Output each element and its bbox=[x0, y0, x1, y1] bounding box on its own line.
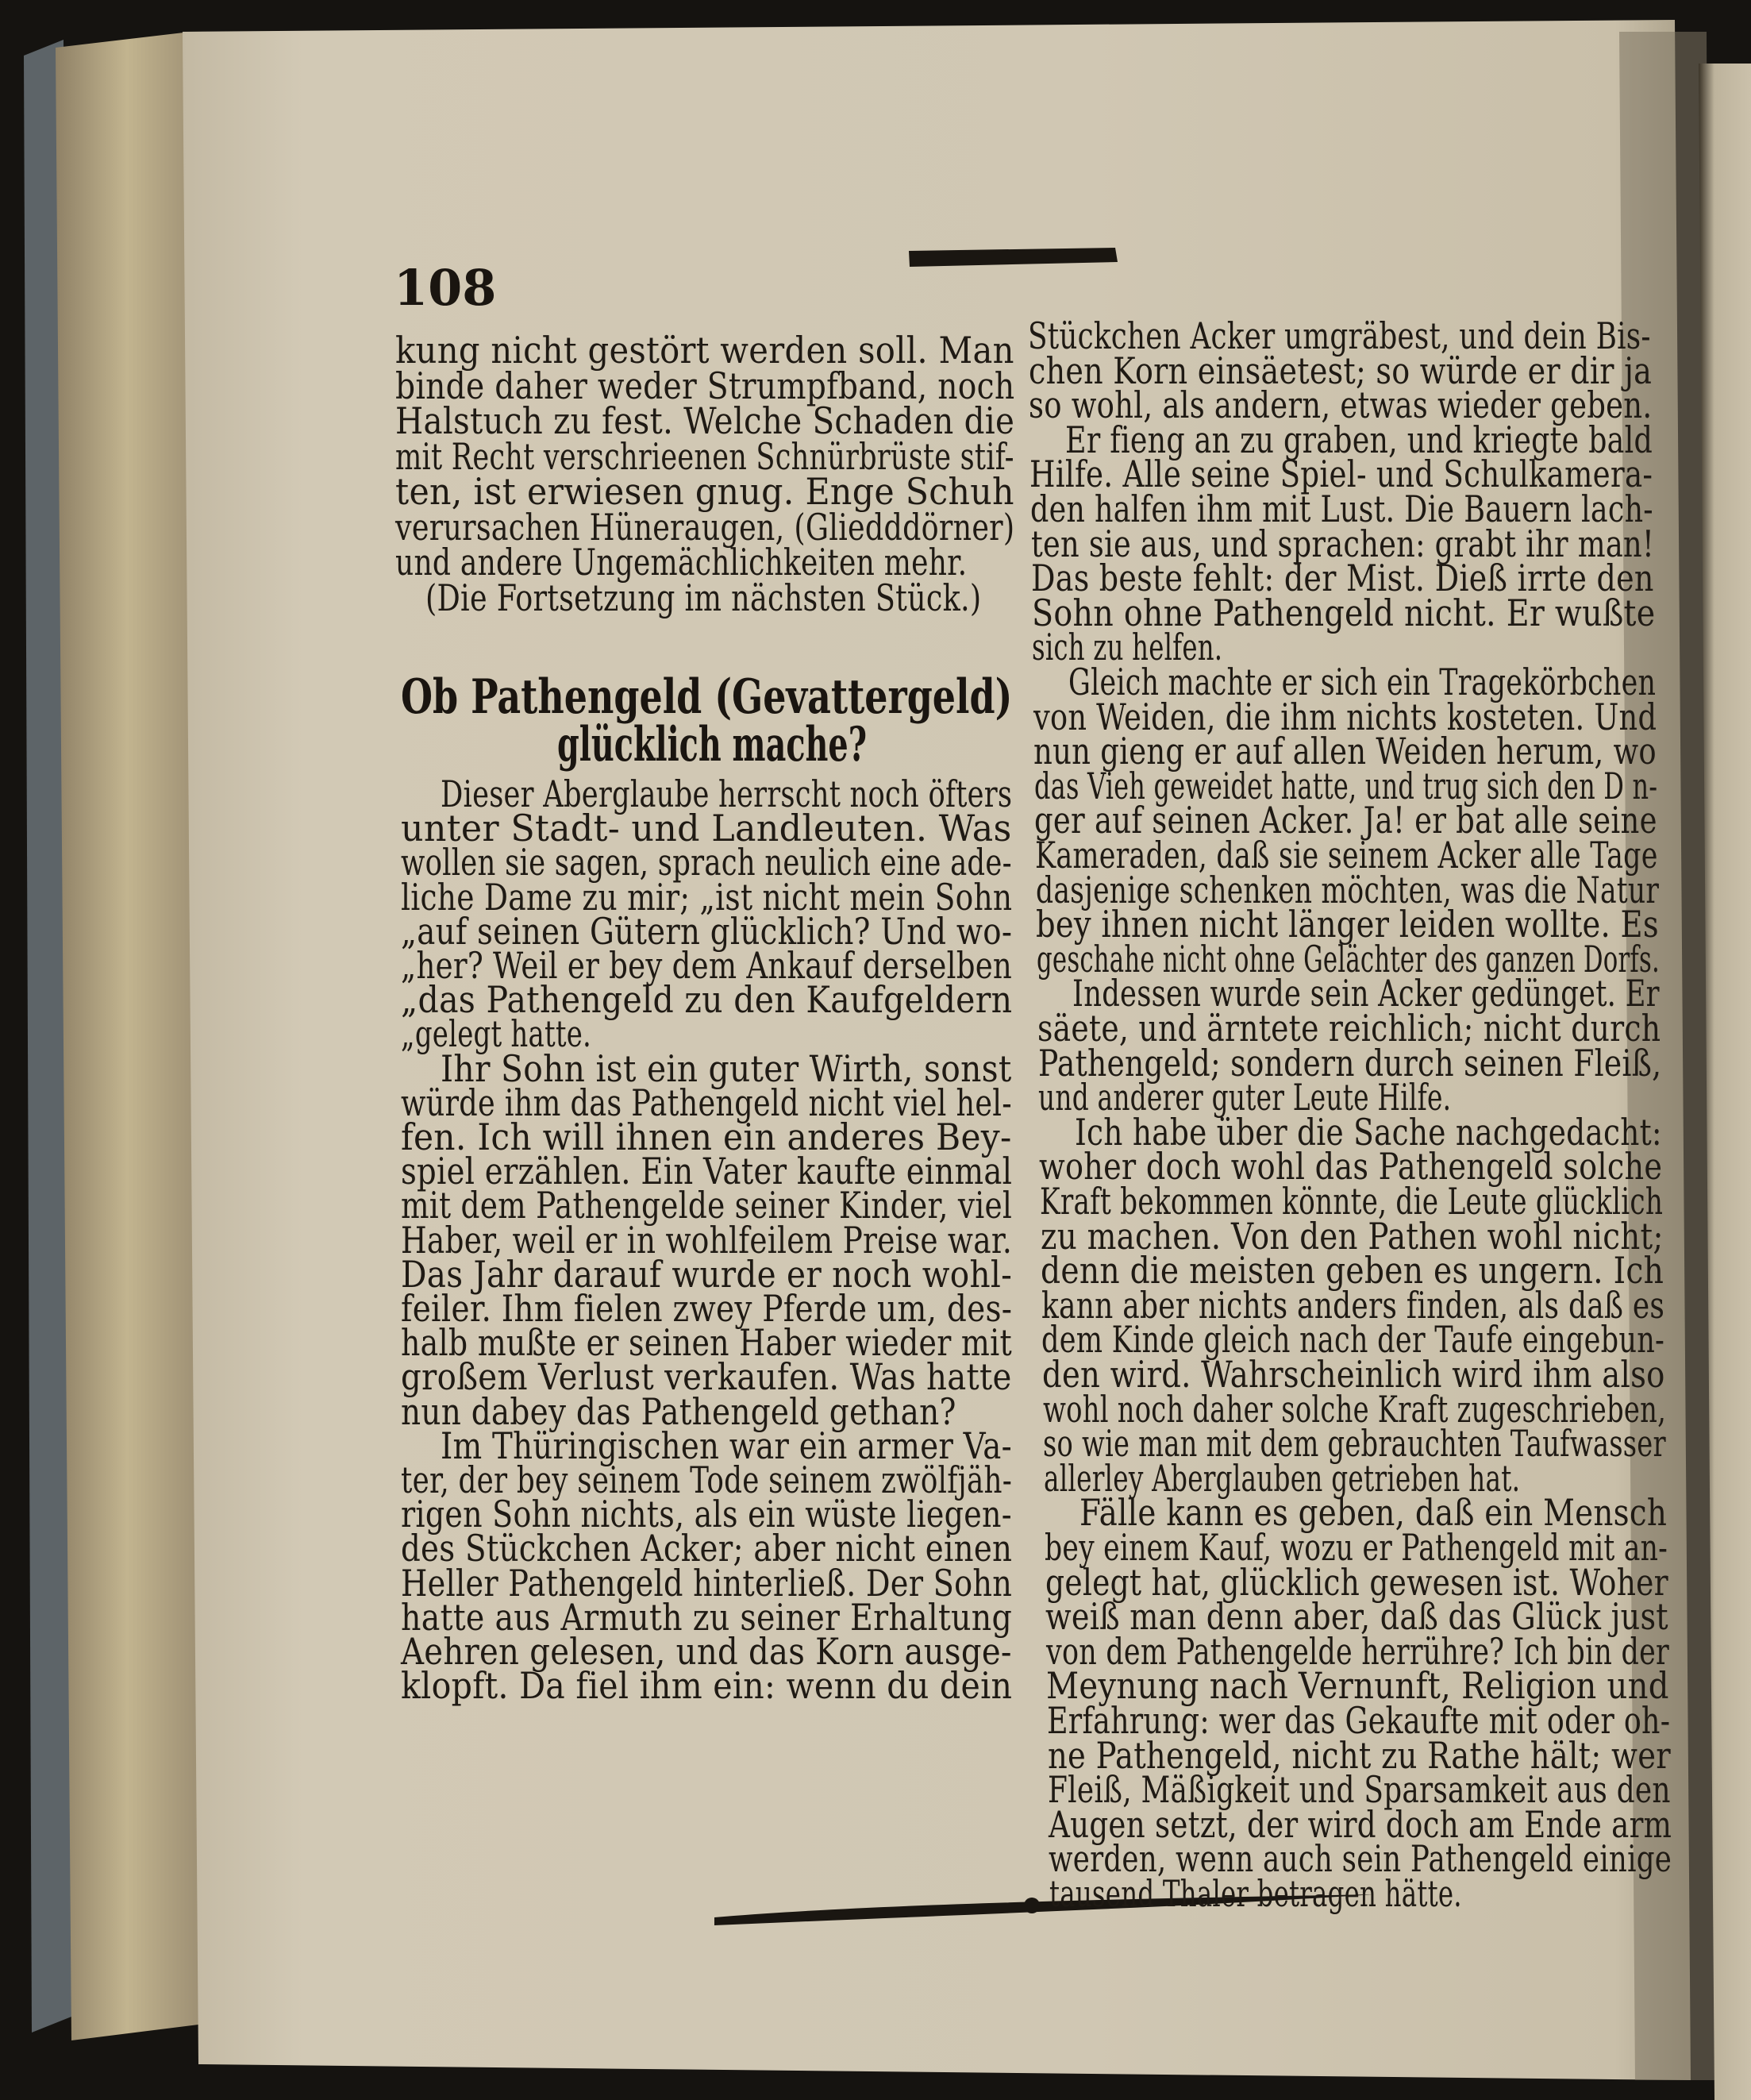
text-line: Sohn ohne Pathengeld nicht. Er wußte bbox=[1031, 591, 1656, 634]
text-line: halb mußte er seinen Haber wieder mit bbox=[401, 1321, 1012, 1365]
text-line: des Stückchen Acker; aber nicht einen bbox=[401, 1527, 1013, 1570]
text-line: hatte aus Armuth zu seiner Erhaltung bbox=[401, 1595, 1013, 1639]
text-line: werden, wenn auch sein Pathengeld einige bbox=[1049, 1837, 1672, 1881]
text-line: Fleiß, Mäßigkeit und Sparsamkeit aus den bbox=[1048, 1768, 1671, 1812]
text-line: Heller Pathengeld hinterließ. Der Sohn bbox=[401, 1561, 1013, 1605]
page-block-edge bbox=[56, 32, 198, 2040]
text-line: chen Korn einsäetest; so würde er dir ja bbox=[1028, 349, 1652, 392]
text-line: dasjenige schenken möchten, was die Natur bbox=[1035, 868, 1659, 911]
text-line: Gleich machte er sich ein Tragekörbchen bbox=[1068, 661, 1657, 703]
text-line: Fälle kann es geben, daß ein Mensch bbox=[1079, 1491, 1668, 1535]
text-line: Halstuch zu fest. Welche Schaden die bbox=[395, 399, 1015, 442]
title-line: glücklich mache? bbox=[557, 717, 867, 773]
text-line: Stückchen Acker umgräbest, und dein Bis- bbox=[1028, 314, 1651, 357]
text-line: ten, ist erwiesen gnug. Enge Schuh bbox=[395, 470, 1014, 513]
text-line: von Weiden, die ihm nichts kosteten. Und bbox=[1033, 695, 1657, 738]
text-line: ne Pathengeld, nicht zu Rathe hält; wer bbox=[1047, 1733, 1671, 1777]
text-line: Augen setzt, der wird doch am Ende arm bbox=[1048, 1802, 1672, 1846]
text-line: den wird. Wahrscheinlich wird ihm also bbox=[1042, 1353, 1665, 1396]
text-line: ter, der bey seinem Tode seinem zwölfjäh- bbox=[401, 1458, 1013, 1501]
text-line: Kraft bekommen könnte, die Leute glücklich bbox=[1040, 1180, 1664, 1223]
text-line: unter Stadt- und Landleuten. Was bbox=[401, 807, 1012, 850]
text-line: ger auf seinen Acker. Ja! er bat alle seine bbox=[1034, 799, 1658, 842]
text-line: denn die meisten geben es ungern. Ich bbox=[1041, 1249, 1664, 1293]
text-line: so wie man mit dem gebrauchten Taufwasser bbox=[1043, 1422, 1666, 1466]
text-line: säete, und ärntete reichlich; nicht durch bbox=[1037, 1007, 1661, 1050]
text-line: woher doch wohl das Pathengeld solche bbox=[1039, 1145, 1663, 1189]
text-line: Dieser Aberglaube herrscht noch öfters bbox=[441, 773, 1013, 815]
text-line: Das Jahr darauf wurde er noch wohl- bbox=[401, 1252, 1013, 1296]
text-line: mit dem Pathengelde seiner Kinder, viel bbox=[401, 1184, 1013, 1227]
text-line: wohl noch daher solche Kraft zugeschrieben, bbox=[1042, 1387, 1666, 1431]
text-line: Das beste fehlt: der Mist. Dieß irrte den bbox=[1031, 557, 1654, 600]
text-line: Im Thüringischen war ein armer Va- bbox=[441, 1424, 1012, 1467]
text-line: sich zu helfen. bbox=[1032, 626, 1223, 669]
text-line: bey einem Kauf, wozu er Pathengeld mit an- bbox=[1045, 1526, 1668, 1569]
text-line: wollen sie sagen, sprach neulich eine ade- bbox=[401, 841, 1012, 884]
text-line: „gelegt hatte. bbox=[401, 1012, 592, 1056]
text-line: Hilfe. Alle seine Spiel- und Schulkamera- bbox=[1029, 453, 1653, 496]
text-line: nun gieng er auf allen Weiden herum, wo bbox=[1033, 730, 1657, 773]
text-line: bey ihnen nicht länger leiden wollte. Es bbox=[1036, 903, 1660, 946]
text-line: Haber, weil er in wohlfeilem Preise war. bbox=[401, 1218, 1013, 1262]
text-line: feiler. Ihm fielen zwey Pferde um, des- bbox=[401, 1287, 1013, 1330]
text-line: Indessen wurde sein Acker gedünget. Er bbox=[1072, 972, 1661, 1015]
text-line: (Die Fortsetzung im nächsten Stück.) bbox=[425, 576, 982, 619]
text-line: binde daher weder Strumpfband, noch bbox=[395, 364, 1015, 407]
text-line: nun dabey das Pathengeld gethan? bbox=[401, 1389, 956, 1433]
text-line: den halfen ihm mit Lust. Die Bauern lach- bbox=[1030, 487, 1653, 530]
text-line: spiel erzählen. Ein Vater kaufte einmal bbox=[401, 1150, 1013, 1193]
text-line: Er fieng an zu graben, und kriegte bald bbox=[1064, 418, 1653, 461]
text-line: zu machen. Von den Pathen wohl nicht; bbox=[1040, 1214, 1664, 1258]
text-line: „das Pathengeld zu den Kaufgeldern bbox=[401, 978, 1013, 1022]
text-line: mit Recht verschrieenen Schnürbrüste stif- bbox=[395, 434, 1014, 478]
title-line: Ob Pathengeld (Gevattergeld) bbox=[401, 669, 1013, 725]
text-line: fen. Ich will ihnen ein anderes Bey- bbox=[401, 1116, 1012, 1158]
text-line: weiß man denn aber, daß das Glück just bbox=[1045, 1595, 1669, 1639]
text-line: dem Kinde gleich nach der Taufe eingebun- bbox=[1041, 1318, 1665, 1362]
text-line: gelegt hat, glücklich gewesen ist. Woher bbox=[1045, 1560, 1668, 1604]
text-line: verursachen Hüneraugen, (Gliedddörner) bbox=[395, 505, 1015, 549]
text-line: würde ihm das Pathengeld nicht viel hel- bbox=[401, 1081, 1012, 1124]
text-line: großem Verlust verkaufen. Was hatte bbox=[401, 1355, 1012, 1399]
text-line: „her? Weil er bey dem Ankauf derselben bbox=[401, 944, 1013, 987]
text-line: liche Dame zu mir; „ist nicht mein Sohn bbox=[401, 875, 1013, 919]
text-line: und anderer guter Leute Hilfe. bbox=[1038, 1076, 1452, 1119]
text-line: geschahe nicht ohne Gelächter des ganzen Dorfs. bbox=[1036, 937, 1660, 981]
page-number: 108 bbox=[394, 259, 497, 317]
text-line: von dem Pathengelde herrühre? Ich bin der bbox=[1045, 1629, 1669, 1673]
text-line: das Vieh geweidet hatte, und trug sich den D n- bbox=[1033, 764, 1658, 807]
text-line: kann aber nichts anders finden, als daß es bbox=[1041, 1283, 1664, 1327]
text-line: ten sie aus, und sprachen: grabt ihr man! bbox=[1030, 522, 1654, 565]
text-line: und andere Ungemächlichkeiten mehr. bbox=[395, 541, 968, 584]
text-line: Aehren gelesen, und das Korn ausge- bbox=[401, 1630, 1012, 1673]
text-line: klopft. Da fiel ihm ein: wenn du dein bbox=[401, 1664, 1013, 1708]
text-line: Meynung nach Vernunft, Religion und bbox=[1046, 1664, 1670, 1708]
text-line: Kameraden, daß sie seinem Acker alle Tage bbox=[1035, 834, 1658, 877]
text-line: Erfahrung: wer das Gekaufte mit oder oh- bbox=[1047, 1699, 1671, 1742]
text-line: allerley Aberglauben getrieben hat. bbox=[1043, 1456, 1520, 1500]
text-line: tausend Thaler betragen hätte. bbox=[1049, 1872, 1462, 1915]
text-line: Ich habe über die Sache nachgedacht: bbox=[1074, 1110, 1662, 1154]
text-line: so wohl, als andern, etwas wieder geben. bbox=[1029, 383, 1653, 427]
text-line: kung nicht gestört werden soll. Man bbox=[395, 329, 1014, 372]
text-line: Ihr Sohn ist ein guter Wirth, sonst bbox=[441, 1046, 1012, 1090]
text-line: „auf seinen Gütern glücklich? Und wo- bbox=[401, 909, 1013, 953]
text-line: Pathengeld; sondern durch seinen Fleiß, bbox=[1037, 1041, 1661, 1085]
text-line: rigen Sohn nichts, als ein wüste liegen- bbox=[401, 1493, 1012, 1536]
